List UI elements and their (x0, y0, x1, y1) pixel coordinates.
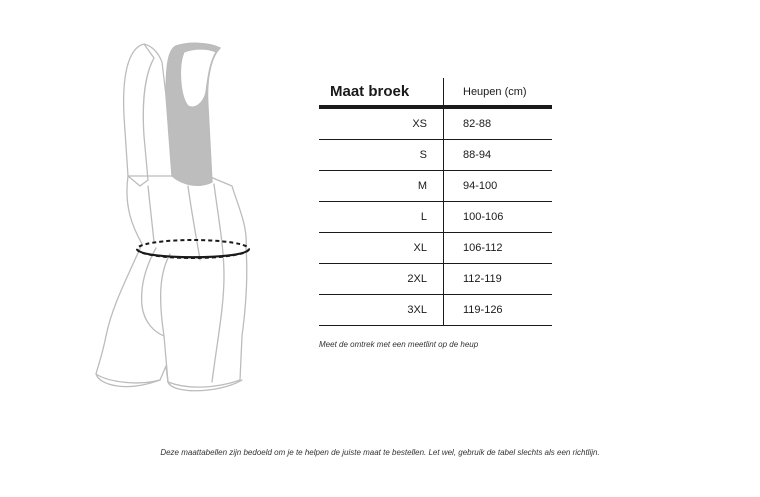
size-cell: 2XL (319, 264, 444, 295)
table-row (319, 107, 552, 140)
hip-cell: 94-100 (444, 171, 553, 202)
size-cell: M (319, 171, 444, 202)
hip-cell: 100-106 (444, 202, 553, 233)
table-row (319, 295, 552, 326)
table-row (319, 264, 552, 295)
size-cell: L (319, 202, 444, 233)
hip-cell: 82-88 (444, 107, 553, 140)
header-size: Maat broek (319, 78, 444, 107)
table-row (319, 202, 552, 233)
bib-shorts-illustration (88, 36, 268, 406)
size-table (319, 78, 552, 326)
table-row (319, 233, 552, 264)
table-row (319, 171, 552, 202)
size-cell: S (319, 140, 444, 171)
size-cell: XS (319, 107, 444, 140)
header-hip: Heupen (cm) (444, 78, 553, 107)
hip-cell: 119-126 (444, 295, 553, 326)
table-row (319, 140, 552, 171)
hip-cell: 88-94 (444, 140, 553, 171)
table-header-row (319, 78, 552, 107)
size-cell: XL (319, 233, 444, 264)
hip-cell: 106-112 (444, 233, 553, 264)
size-cell: 3XL (319, 295, 444, 326)
disclaimer: Deze maattabellen zijn bedoeld om je te helpen de juiste maat te bestellen. Let wel, gebruik de tabel slechts als een richtlijn. (160, 448, 600, 457)
back-strap (124, 44, 154, 186)
hip-cell: 112-119 (444, 264, 553, 295)
measure-note: Meet de omtrek met een meetlint op de heup (319, 340, 479, 349)
